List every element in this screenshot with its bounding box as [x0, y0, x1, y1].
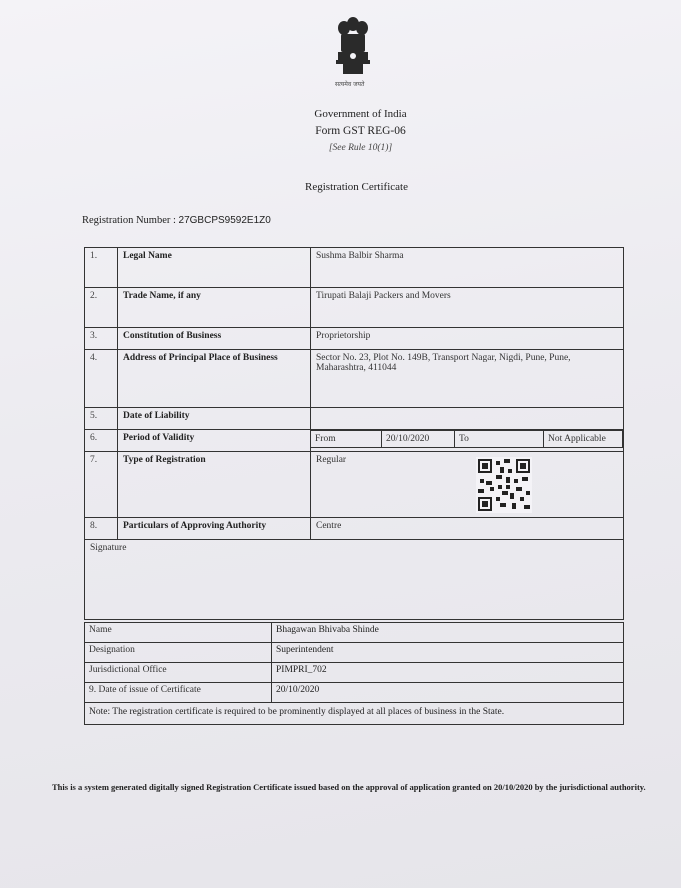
row-label: Address of Principal Place of Business — [118, 350, 311, 408]
rule-reference: [See Rule 10(1)] — [328, 143, 393, 153]
table-row — [85, 350, 624, 408]
issue-date-label: 9. Date of issue of Certificate — [85, 683, 272, 703]
address-value: Sector No. 23, Plot No. 149B, Transport Nagar, Nigdi, Pune, Pune, Maharashtra, 411044 — [311, 350, 624, 408]
row-number: 4. — [85, 350, 118, 408]
form-heading: Form GST REG-06 — [315, 125, 406, 137]
row-number: 6. — [85, 430, 118, 452]
table-row — [85, 430, 624, 452]
to-date: Not Applicable — [544, 431, 623, 448]
from-date: 20/10/2020 — [382, 431, 455, 448]
table-row — [85, 623, 624, 643]
national-emblem — [333, 14, 373, 90]
issue-date-value: 20/10/2020 — [272, 683, 624, 703]
table-row — [85, 328, 624, 350]
registration-number-value: 27GBCPS9592E1Z0 — [178, 215, 271, 226]
period-of-validity — [311, 430, 624, 452]
ashoka-emblem-icon — [333, 14, 373, 82]
legal-name-value: Sushma Balbir Sharma — [311, 248, 624, 288]
row-number: 8. — [85, 518, 118, 540]
officer-name-label: Name — [85, 623, 272, 643]
qr-code-icon — [476, 457, 532, 513]
government-heading: Government of India — [314, 108, 407, 120]
row-number: 2. — [85, 288, 118, 328]
registration-number — [82, 215, 271, 226]
row-number: 7. — [85, 452, 118, 518]
table-row — [85, 408, 624, 430]
certificate-title: Registration Certificate — [305, 181, 408, 193]
date-of-liability-value — [311, 408, 624, 430]
table-row — [85, 643, 624, 663]
emblem-caption: सत्यमेव जयते — [335, 81, 365, 88]
row-number: 1. — [85, 248, 118, 288]
system-generated-footer: This is a system generated digitally signed Registration Certificate issued based on the approval of application granted on 20/10/2020 by the jurisdictional authority. — [52, 782, 646, 792]
officer-name-value: Bhagawan Bhivaba Shinde — [272, 623, 624, 643]
row-label: Legal Name — [118, 248, 311, 288]
table-row — [85, 703, 624, 725]
jurisdictional-office-value: PIMPRI_702 — [272, 663, 624, 683]
display-note: Note: The registration certificate is required to be prominently displayed at all places of business in the State. — [85, 703, 624, 725]
designation-value: Superintendent — [272, 643, 624, 663]
table-row — [85, 452, 624, 518]
constitution-value: Proprietorship — [311, 328, 624, 350]
row-label: Date of Liability — [118, 408, 311, 430]
row-number: 5. — [85, 408, 118, 430]
to-label: To — [455, 431, 544, 448]
registration-number-label: Registration Number : — [82, 215, 179, 226]
signature-row — [85, 540, 624, 620]
designation-label: Designation — [85, 643, 272, 663]
approving-authority-value: Centre — [311, 518, 624, 540]
type-of-registration-value: Regular — [316, 455, 347, 465]
details-table — [84, 247, 624, 620]
trade-name-value: Tirupati Balaji Packers and Movers — [311, 288, 624, 328]
row-label: Type of Registration — [118, 452, 311, 518]
row-label: Constitution of Business — [118, 328, 311, 350]
table-row — [85, 683, 624, 703]
row-label: Trade Name, if any — [118, 288, 311, 328]
from-label: From — [311, 431, 382, 448]
table-row — [85, 663, 624, 683]
table-row — [85, 518, 624, 540]
row-number: 3. — [85, 328, 118, 350]
row-label: Particulars of Approving Authority — [118, 518, 311, 540]
table-row — [85, 248, 624, 288]
table-row — [85, 288, 624, 328]
row-label: Period of Validity — [118, 430, 311, 452]
signature-label: Signature — [85, 540, 624, 620]
officer-table — [84, 622, 624, 725]
type-of-registration-cell — [311, 452, 624, 518]
jurisdictional-office-label: Jurisdictional Office — [85, 663, 272, 683]
